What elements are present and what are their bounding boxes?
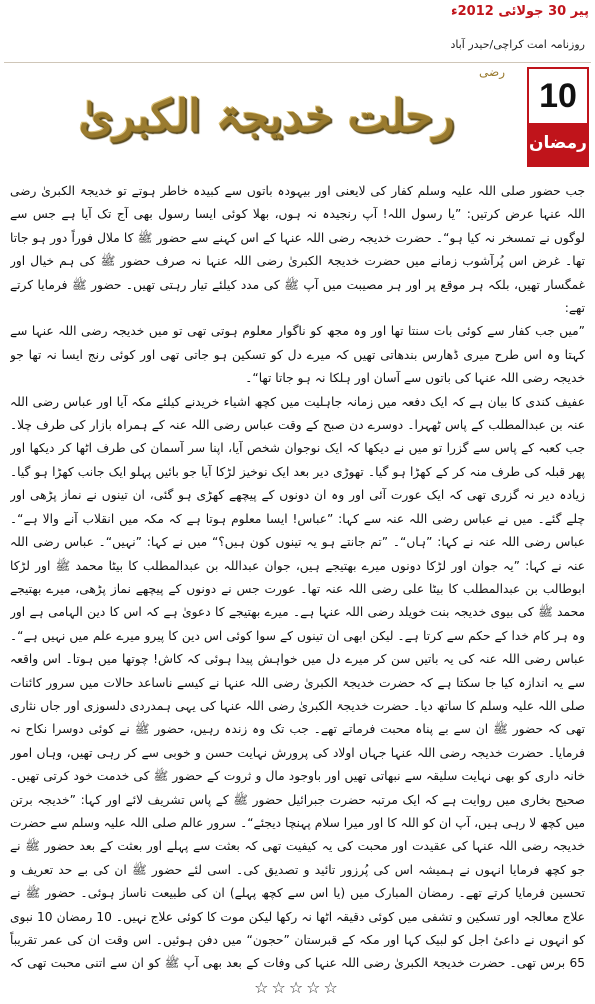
month-label: رمضان (529, 123, 587, 165)
article-title: رحلت خدیجۃ الکبریٰ (78, 91, 455, 142)
honorific-mark: رضی (479, 65, 505, 79)
article-paragraph: جب حضور صلی اللہ علیہ وسلم کفار کی لایعنی اور بیہودہ باتوں سے کبیدہ خاطر ہوتے تو خدیجۃ الکبریٰ رضی اللہ عنہا عرض کرتیں: ”یا رسول اللہ! آپ رنجیدہ نہ ہوں، بھلا کوئی ایسا رسول بھی آج تک آیا ہے جس سے لوگوں نے تمسخر نہ کیا ہو“۔ حضرت خدیجہ رضی اللہ عنہا کے اس کہنے سے حضور ﷺ کا ملال فوراً دور ہو جاتا تھا۔ غرض اس پُرآشوب زمانے میں حضرت خدیجۃ الکبریٰ رضی اللہ عنہا نہ صرف حضور ﷺ کی ہم خیال اور غمگسار تھیں، بلکہ ہر موقع پر اور ہر مصیبت میں آپ ﷺ کی مدد کیلئے تیار رہتی تھیں۔ حضور ﷺ فرمایا کرتے تھے: (10, 184, 585, 316)
article-paragraph: عفیف کندی کا بیان ہے کہ ایک دفعہ میں زمانہ جاہلیت میں کچھ اشیاء خریدنے کیلئے مکہ آیا اور عباس رضی اللہ عنہ بن عبدالمطلب کے پاس ٹھہرا۔ دوسرے دن صبح کے وقت عباس رضی اللہ عنہ کے ہمراہ بازار کی طرف چلا۔ جب کعبہ کے پاس سے گزرا تو میں نے دیکھا کہ ایک نوجوان شخص آیا، اپنا سر آسمان کی طرف اٹھا کر دیکھا اور پھر قبلہ کی طرف منہ کر کے کھڑا ہو گیا۔ تھوڑی دیر بعد ایک نوخیز لڑکا آیا جو بائیں پہلو ایک جانب کھڑا ہو گیا۔ زیادہ دیر نہ گزری تھی کہ ایک عورت آئی اور وہ ان دونوں کے پیچھے کھڑی ہو گئی، ان تینوں نے نماز پڑھی اور چلے گئے۔ میں نے عباس رضی اللہ عنہ سے کہا: ”عباس! ایسا معلوم ہوتا ہے کہ مکہ میں انقلاب آنے والا ہے“۔ عباس رضی اللہ عنہ نے کہا: ”ہاں“۔ ”تم جانتے ہو یہ تینوں کون ہیں؟“ میں نے کہا: ”نہیں“۔ عباس رضی اللہ عنہ نے کہا: ”یہ جوان اور لڑکا دونوں میرے بھتیجے ہیں، جوان عبداللہ بن عبدالمطلب کا بیٹا محمد ﷺ اور لڑکا ابوطالب بن عبدالمطلب کا بیٹا علی رضی اللہ عنہ تھا۔ عورت جس نے دونوں کے پیچھے نماز پڑھی، میرے بھتیجے محمد ﷺ کی بیوی خدیجہ بنت خویلد رضی اللہ عنہا ہے۔ میرے بھتیجے کا دعویٰ ہے کہ اس کا دین الہامی ہے اور وہ ہر کام خدا کے حکم سے کرتا ہے۔ لیکن ابھی ان تینوں کے سوا کوئی اس دین کا پیرو میرے علم میں نہیں ہے“۔ عباس رضی اللہ عنہ کی یہ باتیں سن کر میرے دل میں خواہش پیدا ہوئی کہ کاش! چوتھا میں ہوتا۔ اس واقعہ سے یہ اندازہ کیا جا سکتا ہے کہ حضرت خدیجۃ الکبریٰ رضی اللہ عنہا نے کیسے ناساعد حالات میں سرور کائنات صلی اللہ علیہ وسلم کا ساتھ دیا۔ حضرت خدیجۃ الکبریٰ رضی اللہ عنہا کی یہی ہمدردی دلسوزی اور جاں نثاری تھی کہ حضور ﷺ ان سے بے پناہ محبت فرماتے تھے۔ جب تک وہ زندہ رہیں، حضور ﷺ نے کوئی دوسرا نکاح نہ فرمایا۔ حضرت خدیجہ رضی اللہ عنہا جہاں اولاد کی پرورش نہایت حسن و خوبی سے کر رہی تھیں، وہاں امور خانہ داری کو بھی نہایت سلیقہ سے نبھاتی تھیں اور باوجود مال و ثروت کے حضور ﷺ کی خدمت خود کرتی تھیں۔ صحیح بخاری میں روایت ہے کہ ایک مرتبہ حضرت جبرائیل حضور ﷺ کے پاس تشریف لائے اور کہا: ”خدیجہ برتن میں کچھ لا رہی ہیں، آپ ان کو اللہ کا اور میرا سلام پہنچا دیجئے“۔ سرور عالم صلی اللہ علیہ وسلم سے حضرت خدیجہ رضی اللہ عنہا کی عقیدت اور محبت کی یہ کیفیت تھی کہ بعثت سے پہلے اور بعثت کے بعد حضور ﷺ نے جو کچھ فرمایا انہوں نے ہمیشہ اس کی پُرزور تائید و تصدیق کی۔ اسی لئے حضور ﷺ ان کی بے حد تعریف و تحسین فرمایا کرتے تھے۔ رمضان المبارک میں (یا اس سے کچھ پہلے) ان کی طبیعت ناساز ہوئی۔ حضور ﷺ نے علاج معالجہ اور تسکین و تشفی میں کوئی دقیقہ اٹھا نہ رکھا لیکن موت کا کوئی علاج نہیں۔ 10 رمضان 10 نبوی کو انہوں نے داعیٔ اجل کو لبیک کہا اور مکہ کے قبرستان ”حجون“ میں دفن ہوئیں۔ اس وقت ان کی عمر تقریباً 65 برس تھی۔ حضرت خدیجۃ الکبریٰ رضی اللہ عنہا کی وفات کے بعد بھی آپ ﷺ کو ان سے اتنی محبت تھی کہ (10, 394, 585, 970)
title-banner (4, 62, 591, 173)
end-stars: ☆☆☆☆☆ (254, 978, 341, 997)
article-body (10, 180, 585, 970)
article-paragraph: ”میں جب کفار سے کوئی بات سنتا تھا اور وہ مجھ کو ناگوار معلوم ہوتی تھی تو میں خدیجہ رضی اللہ عنہا سے کہتا وہ اس طرح میری ڈھارس بندھاتی تھیں کہ میرے دل کو تسکین ہو جاتی تھی اور کوئی رنج ایسا نہ تھا جو خدیجہ رضی اللہ عنہا کی باتوں سے آسان اور ہلکا نہ ہو جاتا تھا“۔ (10, 324, 585, 386)
day-badge (527, 67, 589, 167)
day-number: 10 (539, 77, 577, 115)
date-line: پیر 30 جولائی 2012ء (450, 4, 589, 19)
newspaper-source: روزنامہ امت کراچی/حیدر آباد (450, 38, 585, 51)
